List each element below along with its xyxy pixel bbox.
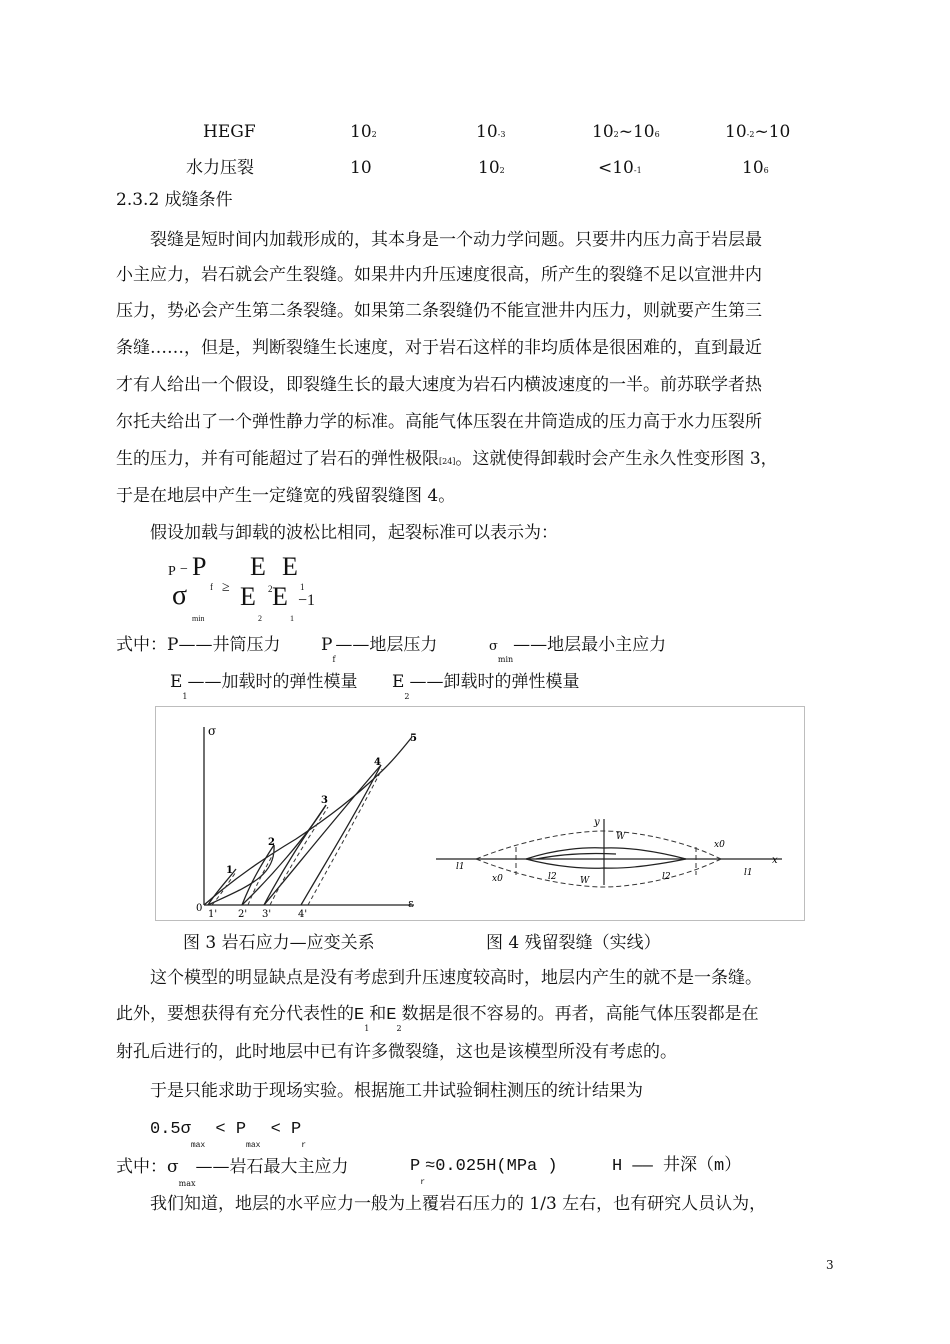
para1-line: 裂缝是短时间内加载形成的，其本身是一个动力学问题。只要井内压力高于岩层最 xyxy=(150,230,762,250)
fig4-label-w-top: W xyxy=(616,832,626,842)
fig4-label-w-bottom: W xyxy=(580,876,590,886)
formula-pressure-range: $0.5\sigma_{max} < P_{max} < P_r$ xyxy=(150,1120,307,1150)
page-number: 3 xyxy=(826,1258,834,1272)
fig4-label-l2-left: l2 xyxy=(548,872,557,882)
cell: 102~106 xyxy=(592,122,660,142)
para1-line: 小主应力，岩石就会产生裂缝。如果井内升压速度很高，所产生的裂缝不足以宣泄井内 xyxy=(116,265,762,285)
fig3-origin: 0 xyxy=(196,903,203,914)
figure-svg xyxy=(156,707,804,920)
fig3-tick-1: 1' xyxy=(208,909,218,920)
fig4-residual-crack xyxy=(436,819,782,885)
para3-line: 此外，要想获得有充分代表性的$E_1$和$E_2$数据是很不容易的。再者，高能气体压裂都是在 xyxy=(116,1004,759,1033)
fig3-point-4: 4 xyxy=(374,757,381,768)
formula-definitions-2: $E_1——$加载时的弹性模量 $E_2——$卸载时的弹性模量 xyxy=(170,672,580,701)
cell: 106 xyxy=(742,158,769,178)
citation: [24] xyxy=(439,457,456,466)
fig3-tick-3: 3' xyxy=(262,909,272,920)
para1-line: 生的压力，并有可能超过了岩石的弹性极限[24]。这就使得卸载时会产生永久性变形图 3， xyxy=(116,449,778,469)
fig4-x-label: x xyxy=(772,855,778,866)
para1-line: 条缝……，但是，判断裂缝生长速度，对于岩石这样的非均质体是很困难的，直到最近 xyxy=(116,338,762,358)
para1-line: 才有人给出一个假设，即裂缝生长的最大速度为岩石内横波速度的一半。前苏联学者热 xyxy=(116,375,762,395)
fig4-y-label: y xyxy=(594,817,600,828)
formula-definitions-1: 式中：P——井筒压力 $P_f——$地层压力 $\sigma_{min}——$地层最小主应力 xyxy=(116,635,667,664)
formula-definitions-3: 式中：$\sigma_{max}——$岩石最大主应力 $P_r\approx 0.025H(MPa$ ) H —— 井深（m） xyxy=(116,1157,742,1188)
para3-line: 这个模型的明显缺点是没有考虑到升压速度较高时，地层内产生的就不是一条缝。 xyxy=(150,968,762,988)
row-label: HEGF xyxy=(203,122,256,142)
section-heading: 2.3.2 成缝条件 xyxy=(116,190,233,210)
cell: <10-1 xyxy=(598,158,642,178)
fig3-point-3: 3 xyxy=(321,795,328,806)
fig3-tick-2: 2' xyxy=(238,909,248,920)
fig3-stress-strain xyxy=(204,727,414,905)
fig3-dashed xyxy=(212,769,382,905)
para1-line: 压力，势必会产生第二条裂缝。如果第二条裂缝仍不能宣泄井内压力，则就要产生第三 xyxy=(116,301,762,321)
para1-line: 于是在地层中产生一定缝宽的残留裂缝图 4。 xyxy=(116,486,456,506)
cell: 10-2~10 xyxy=(725,122,791,142)
cell: 102 xyxy=(350,122,377,142)
cell: 10-3 xyxy=(476,122,506,142)
row-label: 水力压裂 xyxy=(186,158,254,178)
fig4-caption: 图 4 残留裂缝（实线） xyxy=(486,933,661,953)
fig3-point-5: 5 xyxy=(410,733,417,744)
figure-box xyxy=(155,706,805,921)
fig4-label-l2-right: l2 xyxy=(662,872,671,882)
formula-criterion: P − P E E σ f ≥ 2 1 E E −1 min 2 1 xyxy=(168,552,316,623)
cell: 102 xyxy=(478,158,505,178)
para1-line: 尔托夫给出了一个弹性静力学的标准。高能气体压裂在井筒造成的压力高于水力压裂所 xyxy=(116,412,762,432)
fig3-point-1: 1 xyxy=(226,865,233,876)
fig4-label-x0-right: x0 xyxy=(714,840,725,850)
fig3-y-label: σ xyxy=(208,724,217,738)
fig3-point-2: 2 xyxy=(268,837,275,848)
fig3-tick-4: 4' xyxy=(298,909,308,920)
fig3-caption: 图 3 岩石应力—应变关系 xyxy=(183,933,375,953)
para4: 于是只能求助于现场实验。根据施工井试验铜柱测压的统计结果为 xyxy=(150,1081,643,1101)
fig3-x-label: ε xyxy=(408,897,414,910)
fig4-label-l1-right: l1 xyxy=(744,868,753,878)
fig4-label-x0-left: x0 xyxy=(492,874,503,884)
cell: 10 xyxy=(350,158,372,178)
para3-line: 射孔后进行的，此时地层中已有许多微裂缝，这也是该模型所没有考虑的。 xyxy=(116,1042,677,1062)
para2: 假设加载与卸载的波松比相同，起裂标准可以表示为： xyxy=(150,523,558,543)
fig4-label-l1-left: l1 xyxy=(456,862,465,872)
para5: 我们知道，地层的水平应力一般为上覆岩石压力的 1/3 左右，也有研究人员认为， xyxy=(150,1194,767,1214)
